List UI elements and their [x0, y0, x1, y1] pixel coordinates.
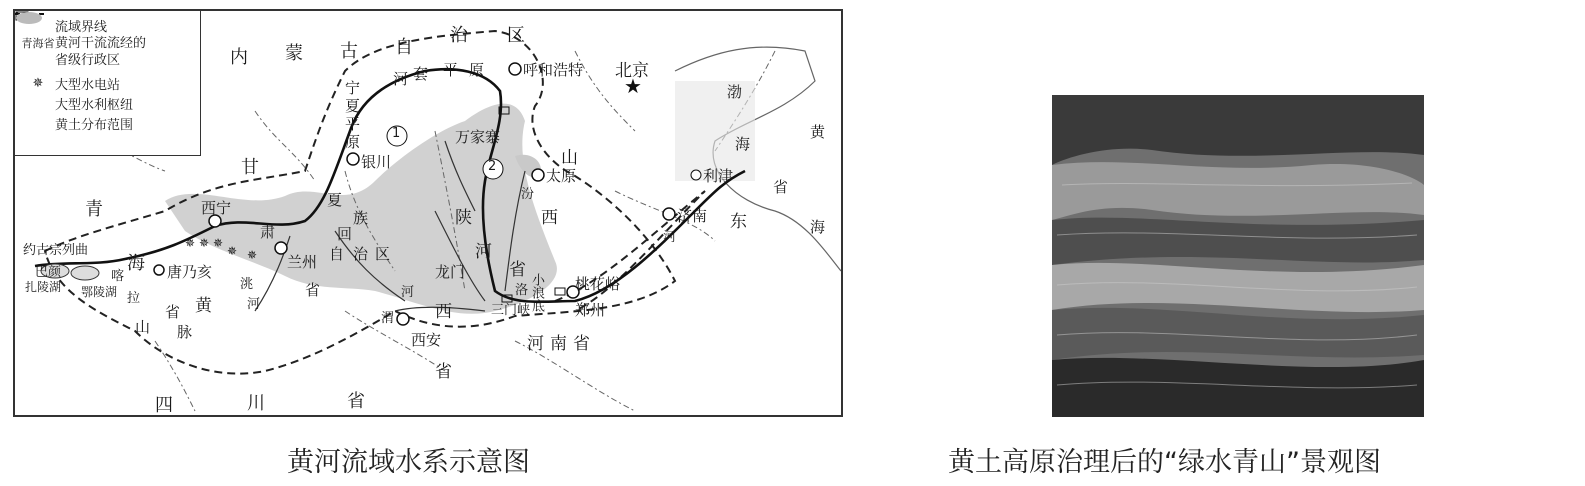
label-zhengzhou: 郑州 [575, 301, 606, 319]
label-taohuayu: 桃花峪 [575, 275, 621, 293]
label-henan: 河南省 [527, 334, 596, 354]
label-wei-1: 渭 [381, 311, 395, 326]
label-ningxia-plain-3: 平 [345, 115, 361, 133]
legend-loess-label: 黄土分布范围 [55, 117, 134, 133]
label-gansu-prov-1: 肃 [260, 223, 276, 241]
label-yellowsea-1: 黄 [810, 123, 826, 141]
label-fen-1: 汾 [521, 187, 535, 202]
label-qinghai-s1: 山 [135, 318, 151, 336]
label-jinan: 济南 [677, 207, 708, 225]
label-luo: 洛 [515, 283, 529, 298]
label-hetao-1: 河 [393, 70, 409, 88]
label-wanjiazhai: 万家寨 [455, 128, 501, 146]
label-hetao-3: 平 [443, 61, 459, 79]
label-qinghai-left: 青 [85, 199, 103, 220]
label-yinchuan: 银川 [361, 153, 392, 171]
label-yueguzong: 约古宗列曲 [23, 243, 89, 258]
label-shandong-1: 东 [730, 212, 747, 232]
label-wei-2: 河 [401, 285, 415, 300]
label-hohhot: 呼和浩特 [523, 61, 584, 79]
label-tao-2: 河 [247, 297, 261, 312]
yellow-river-basin-map [13, 9, 843, 417]
map-legend [15, 11, 201, 156]
label-circle-2: 2 [488, 159, 497, 174]
map-caption: 黄河流域水系示意图 [287, 447, 530, 478]
label-ningxia-plain-4: 原 [345, 133, 361, 151]
label-ningxia-region-1: 夏 [327, 191, 343, 209]
label-yellow-river-1: 黄 [195, 296, 212, 316]
hydro-station-icon: ✵ [32, 75, 44, 91]
label-sichuan-2: 川 [247, 393, 265, 414]
photo-caption: 黄土高原治理后的“绿水青山”景观图 [948, 447, 1381, 478]
label-shanxi-3: 省 [509, 260, 526, 280]
label-shandong-2: 省 [773, 178, 789, 196]
hydro-station-2: ✵ [199, 236, 210, 250]
label-ningxia-region-4: 自 [329, 245, 345, 263]
label-shaanxi-3: 省 [435, 362, 452, 382]
label-shanxi-2: 西 [541, 208, 558, 228]
photo-terraces [1052, 95, 1424, 417]
label-inner-mongolia-1: 内 [230, 47, 248, 68]
label-ningxia-region-2: 族 [353, 209, 369, 227]
label-fen-2: 河 [663, 230, 677, 245]
label-bohai-2: 海 [735, 135, 751, 153]
label-taiyuan: 太原 [546, 167, 577, 185]
label-shaanxi-2: 西 [435, 302, 452, 322]
legend-boundary-label: 流域界线 [55, 19, 108, 35]
label-lanzhou: 兰州 [287, 253, 318, 271]
label-xining: 西宁 [201, 199, 232, 217]
label-longmen: 龙门 [435, 263, 466, 281]
loess-plateau-photo [1052, 95, 1424, 417]
legend-province-line2: 省级行政区 [55, 53, 121, 68]
label-yellow-river-2: 河 [475, 242, 492, 262]
label-inner-mongolia-6: 区 [507, 25, 525, 46]
label-qinghai-s3: 脉 [177, 323, 193, 341]
label-gansu: 甘 [241, 157, 259, 178]
label-sanmenxia: 三门峡 [491, 303, 531, 318]
province-sample-label: 青海省 [21, 37, 55, 50]
label-ningxia-region-6: 区 [375, 245, 391, 263]
label-qinghai-s2: 省 [165, 303, 181, 321]
label-ningxia-region-5: 治 [353, 245, 369, 263]
label-circle-1: 1 [392, 126, 401, 141]
label-ningxia-plain-2: 夏 [345, 97, 361, 115]
legend-province-line1: 黄河干流流经的 [55, 36, 147, 51]
label-lake-la: 拉 [127, 291, 141, 306]
label-xian: 西安 [411, 331, 442, 349]
label-inner-mongolia-5: 治 [450, 25, 468, 46]
label-shaanxi-1: 陕 [455, 208, 472, 228]
label-lake-zhaling: 扎陵湖 [25, 280, 62, 294]
label-beijing: 北京 [615, 61, 649, 81]
label-inner-mongolia-3: 古 [340, 41, 358, 62]
label-tao-1: 洮 [240, 277, 254, 292]
label-gansu-prov-2: 省 [305, 281, 321, 299]
label-bayan: 巴颜 [35, 265, 62, 280]
label-inner-mongolia-4: 自 [395, 37, 413, 58]
label-kala: 喀 [111, 269, 125, 284]
label-tangnaihai: 唐乃亥 [167, 263, 213, 281]
hydro-station-3: ✵ [213, 236, 224, 250]
hydro-station-1: ✵ [185, 236, 196, 250]
beijing-star: ★ [624, 74, 642, 98]
label-yellowsea-2: 海 [810, 218, 826, 236]
label-hetao-4: 原 [469, 61, 485, 79]
label-ningxia-region-3: 回 [337, 225, 353, 243]
legend-hydro-label: 大型水电站 [55, 77, 121, 93]
label-sichuan-3: 省 [347, 391, 365, 412]
label-lake-eling: 鄂陵湖 [81, 285, 118, 299]
label-ningxia-plain-1: 宁 [345, 79, 361, 97]
label-xiaolangdi: 小浪底 [529, 273, 544, 312]
label-qinghai-mid: 海 [127, 253, 145, 274]
label-sichuan-1: 四 [155, 395, 173, 416]
label-hetao-2: 套 [413, 65, 429, 83]
label-shanxi-1: 山 [561, 148, 578, 168]
legend-row-loess [21, 113, 194, 133]
label-lijin: 利津 [703, 167, 734, 185]
label-inner-mongolia-2: 蒙 [285, 43, 303, 64]
hydro-station-4: ✵ [227, 244, 238, 258]
label-bohai-1: 渤 [727, 83, 743, 101]
hydro-station-5: ✵ [247, 248, 258, 262]
legend-hub-label: 大型水利枢纽 [55, 97, 134, 113]
